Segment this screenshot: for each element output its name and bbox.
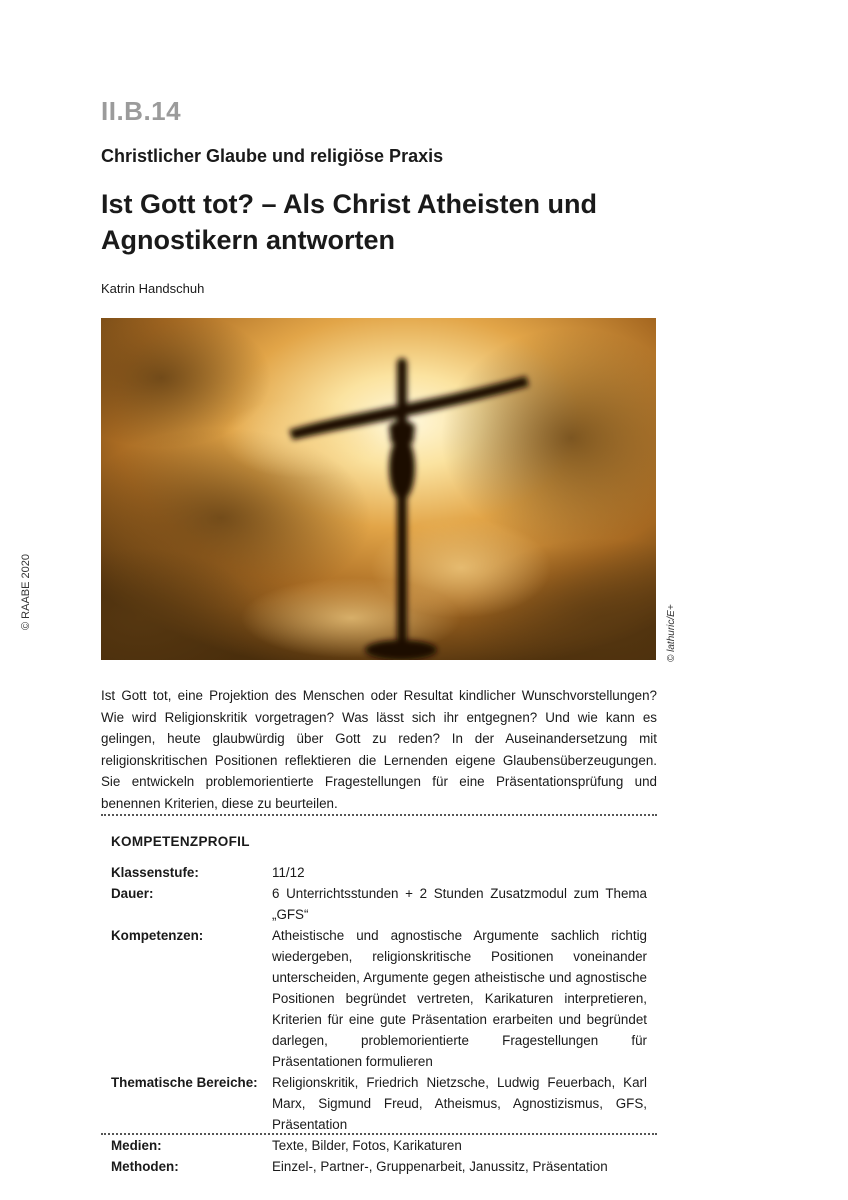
profile-label: Thematische Bereiche: [111,1075,258,1090]
profile-label: Medien: [111,1138,162,1153]
profile-value: Atheistische und agnostische Argumente sachlich richtig wiedergeben, religionskritische Positionen voneinander unterscheiden, Argumente gegen atheistische und agnostische Positionen begründet vertreten, Karikaturen interpretieren, Kriterien für eine gute Präsentation erarbeiten und begründet darlegen, problemorientierte Fragestellungen für Präsentationen formulieren [272,928,647,1069]
profile-heading: KOMPETENZPROFIL [111,834,250,849]
module-code: II.B.14 [101,96,182,126]
profile-value: Texte, Bilder, Fotos, Karikaturen [272,1138,462,1153]
cover-photo-crucifix [101,318,656,660]
profile-label: Dauer: [111,886,154,901]
profile-label: Klassenstufe: [111,865,199,880]
intro-paragraph: Ist Gott tot, eine Projektion des Menschen oder Resultat kindlicher Wunschvorstellungen? Wie wird Religionskritik vorgetragen? Was lässt sich ihr entgegnen? Und wie kann es gelingen, heute glaubwürdig über Gott zu reden? In der Auseinandersetzung mit religionskritischen Positionen reflektieren die Lernenden eigene Glaubensüberzeugungen. Sie entwickeln problemorientierte Fragestellungen für eine Präsentationsprüfung und benennen Kriterien, diese zu beurteilen. [101,688,657,811]
profile-row-duration [111,883,647,925]
author: Katrin Handschuh [101,281,205,296]
profile-row-methods [111,1156,647,1177]
profile-row-media [111,1135,647,1156]
competence-profile [111,862,647,1177]
profile-label: Kompetenzen: [111,928,204,943]
side-copyright: © RAABE 2020 [20,554,32,630]
profile-row-grade [111,862,647,883]
profile-value: 11/12 [272,865,305,880]
profile-row-topics [111,1072,647,1135]
dotted-divider-bottom [101,1133,657,1135]
profile-label: Methoden: [111,1159,179,1174]
section-title: Christlicher Glaube und religiöse Praxis [101,146,444,166]
dotted-divider-top [101,814,657,816]
page-title: Ist Gott tot? – Als Christ Atheisten und Agnostikern antworten [101,189,597,255]
profile-value: 6 Unterrichtsstunden + 2 Stunden Zusatzmodul zum Thema „GFS“ [272,886,647,922]
profile-value: Einzel-, Partner-, Gruppenarbeit, Janussitz, Präsentation [272,1159,608,1174]
photo-credit: © lathuric/E+ [666,604,677,662]
profile-value: Religionskritik, Friedrich Nietzsche, Ludwig Feuerbach, Karl Marx, Sigmund Freud, Atheismus, Agnostizismus, GFS, Präsentation [272,1075,647,1132]
profile-row-competences [111,925,647,1072]
